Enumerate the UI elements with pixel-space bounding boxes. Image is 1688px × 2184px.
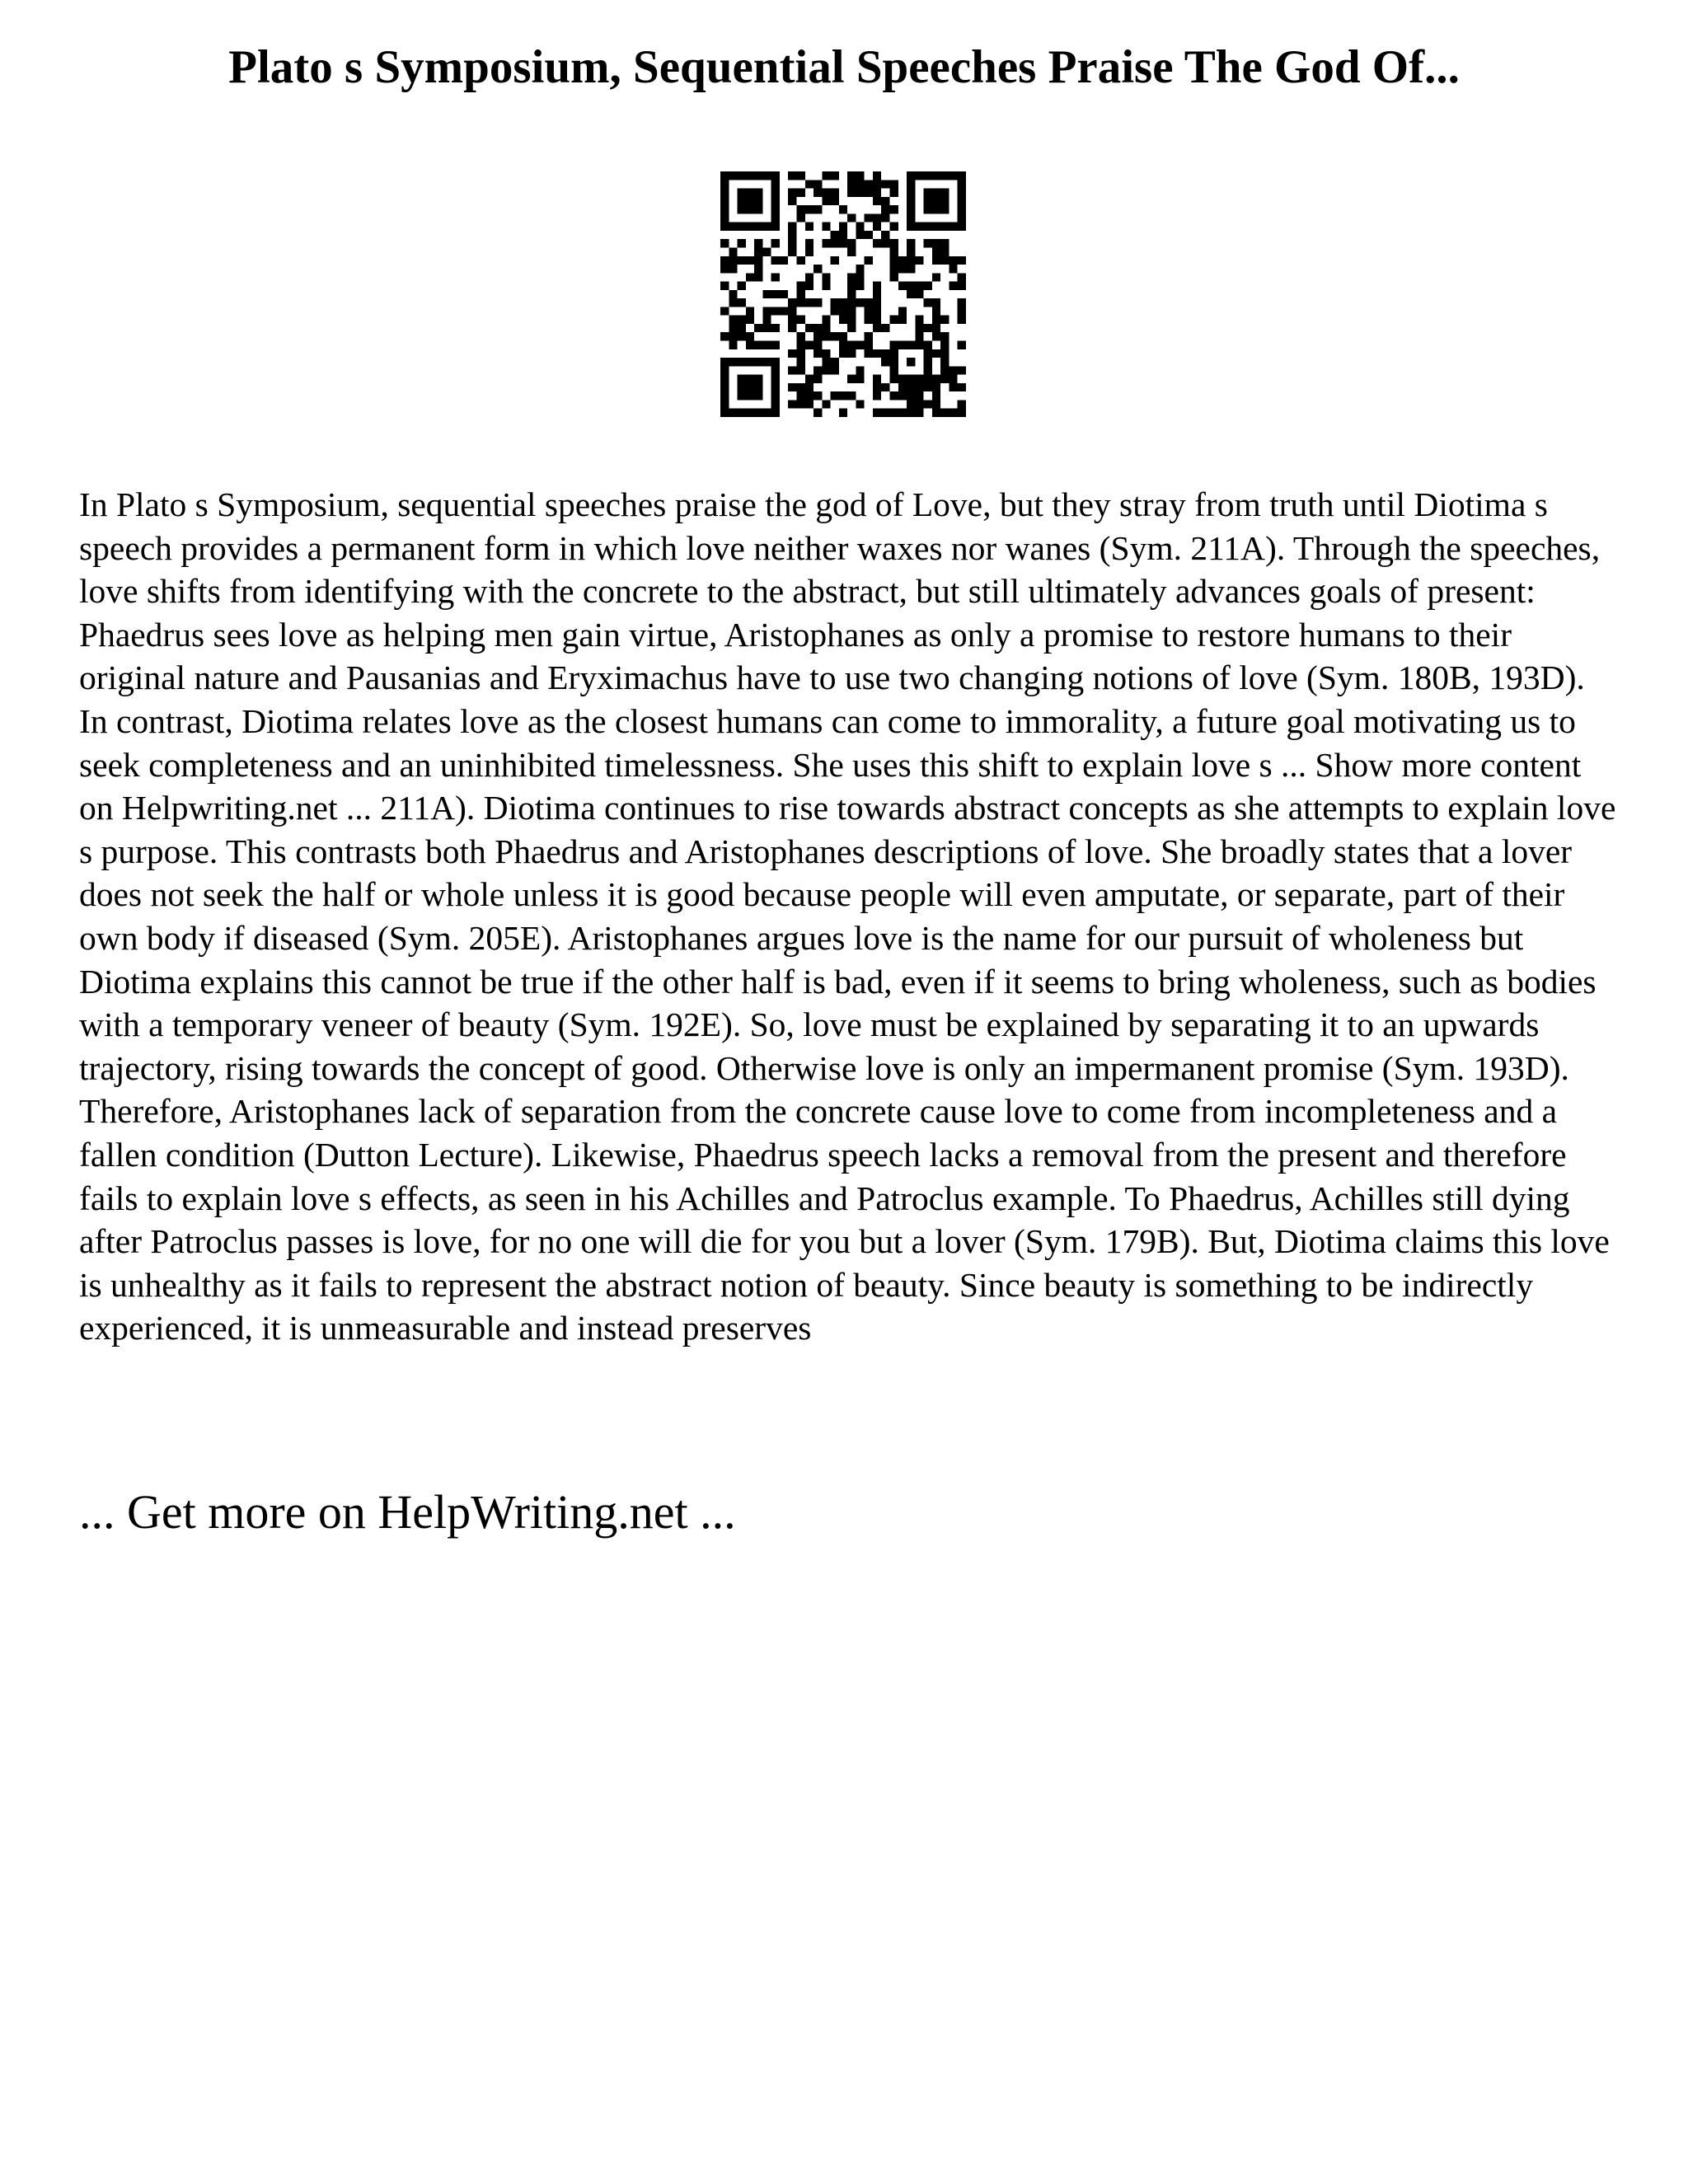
qr-code-icon [720,171,966,417]
get-more-link[interactable]: ... Get more on HelpWriting.net ... [79,1485,736,1539]
page-title: Plato s Symposium, Sequential Speeches Praise The God Of... [228,41,1460,93]
article-body: In Plato s Symposium, sequential speeches praise the god of Love, but they stray from truth until Diotima s speech provides a permanent form in which love neither waxes nor wanes (Sym. 211A). Through the speeches, love shifts from identifying with the concrete to the abstract, but still ultimately advances goals of present: Phaedrus sees love as helping men gain virtue, Aristophanes as only a promise to restore humans to their original nature and Pausanias and Eryximachus have to use two changing notions of love (Sym. 180B, 193D). In contrast, Diotima relates love as the closest humans can come to immorality, a future goal motivating us to seek completeness and an uninhibited timelessness. She uses this shift to explain love s ... Show more content on Helpwriting.net ... 211A). Diotima continues to rise towards abstract concepts as she attempts to explain love s purpose. This contrasts both Phaedrus and Aristophanes descriptions of love. She broadly states that a lover does not seek the half or whole unless it is good because people will even amputate, or separate, part of their own body if diseased (Sym. 205E). Aristophanes argues love is the name for our pursuit of wholeness but Diotima explains this cannot be true if the other half is bad, even if it seems to bring wholeness, such as bodies with a temporary veneer of beauty (Sym. 192E). So, love must be explained by separating it to an upwards trajectory, rising towards the concept of good. Otherwise love is only an impermanent promise (Sym. 193D). Therefore, Aristophanes lack of separation from the concrete cause love to come from incompleteness and a fallen condition (Dutton Lecture). Likewise, Phaedrus speech lacks a removal from the present and therefore fails to explain love s effects, as seen in his Achilles and Patroclus example. To Phaedrus, Achilles still dying after Patroclus passes is love, for no one will die for you but a lover (Sym. 179B). But, Diotima claims this love is unhealthy as it fails to represent the abstract notion of beauty. Since beauty is something to be indirectly experienced, it is unmeasurable and instead preserves [79,485,1616,1347]
qr-code-graphic [720,171,966,417]
